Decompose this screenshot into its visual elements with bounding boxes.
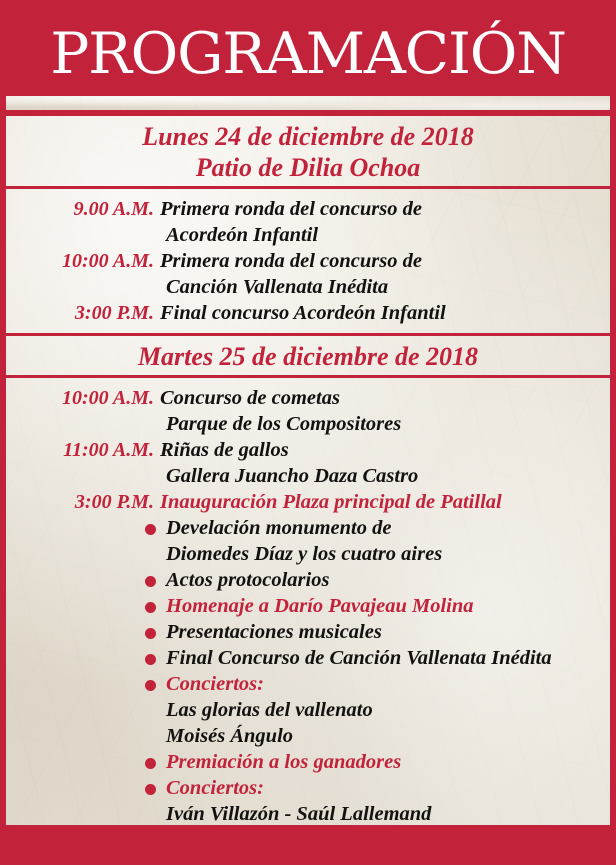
activity-bullet-item (6, 515, 610, 541)
schedule-time: 9.00 A.M. (73, 198, 154, 220)
activity-bullet-label: Final Concurso de Canción Vallenata Inédita (166, 647, 552, 669)
section-divider (6, 333, 610, 336)
schedule-description: Final concurso Acordeón Infantil (160, 302, 446, 324)
activity-bullet-subline: Moisés Ángulo (166, 725, 294, 747)
activity-bullet-subline: Diomedes Díaz y los cuatro aires (166, 543, 443, 565)
activity-bullet-label: Conciertos: (166, 777, 264, 799)
schedule-row (6, 437, 610, 463)
bullet-dot-icon (145, 654, 156, 665)
bullet-dot-icon (145, 758, 156, 769)
schedule-time: 10:00 A.M. (61, 250, 154, 272)
schedule-description: Riñas de gallos (160, 439, 289, 461)
schedule-time: 10:00 A.M. (61, 387, 154, 409)
schedule-list (6, 196, 610, 326)
schedule-description: Concurso de cometas (160, 387, 340, 409)
schedule-row (6, 300, 610, 326)
activity-bullet-subline: Iván Villazón - Saúl Lallemand (166, 803, 432, 825)
section-divider (6, 186, 610, 189)
schedule-description-continuation: Canción Vallenata Inédita (166, 276, 389, 298)
bullet-dot-icon (145, 784, 156, 795)
bullet-dot-icon (145, 680, 156, 691)
day-heading-line: Patio de Dilia Ochoa (195, 153, 421, 182)
page-title: PROGRAMACIÓN (50, 21, 566, 87)
schedule-row (6, 385, 610, 411)
schedule-sheet (6, 113, 610, 825)
header-accent-strip (6, 96, 610, 110)
bullet-dot-icon (145, 602, 156, 613)
activity-bullet-item (6, 645, 610, 671)
activity-bullet-label: Conciertos: (166, 673, 264, 695)
activity-bullet-item (6, 775, 610, 801)
schedule-time: 11:00 A.M. (63, 439, 154, 461)
schedule-description-continuation: Gallera Juancho Daza Castro (166, 465, 419, 487)
header-band (0, 0, 616, 96)
footer-band (0, 825, 616, 865)
schedule-list (6, 385, 610, 515)
schedule-row (6, 196, 610, 222)
activity-bullet-label: Homenaje a Darío Pavajeau Molina (166, 595, 474, 617)
day-heading-line: Martes 25 de diciembre de 2018 (137, 342, 479, 371)
activity-bullet-item (6, 593, 610, 619)
day-heading-line: Lunes 24 de diciembre de 2018 (142, 122, 474, 151)
activity-bullet-item (6, 619, 610, 645)
schedule-description: Primera ronda del concurso de (160, 198, 422, 220)
activity-bullet-item (6, 749, 610, 775)
schedule-time: 3:00 P.M. (74, 302, 154, 324)
section-divider (6, 375, 610, 378)
schedule-description: Inauguración Plaza principal de Patillal (160, 491, 502, 513)
schedule-row (6, 489, 610, 515)
bullet-dot-icon (145, 524, 156, 535)
activity-bullet-label: Premiación a los ganadores (166, 751, 402, 773)
schedule-description: Primera ronda del concurso de (160, 250, 422, 272)
bullet-dot-icon (145, 576, 156, 587)
activity-bullet-label: Actos protocolarios (166, 569, 330, 591)
activity-bullet-label: Presentaciones musicales (166, 621, 382, 643)
schedule-row (6, 248, 610, 274)
activity-bullet-item (6, 671, 610, 697)
activity-bullet-item (6, 567, 610, 593)
activity-bullet-label: Develación monumento de (166, 517, 392, 539)
schedule-time: 3:00 P.M. (74, 491, 154, 513)
section-divider (6, 113, 610, 116)
activity-bullet-list (6, 515, 610, 853)
activity-bullet-subline: Las glorias del vallenato (166, 699, 373, 721)
schedule-description-continuation: Parque de los Compositores (166, 413, 402, 435)
bullet-dot-icon (145, 628, 156, 639)
schedule-description-continuation: Acordeón Infantil (166, 224, 319, 246)
